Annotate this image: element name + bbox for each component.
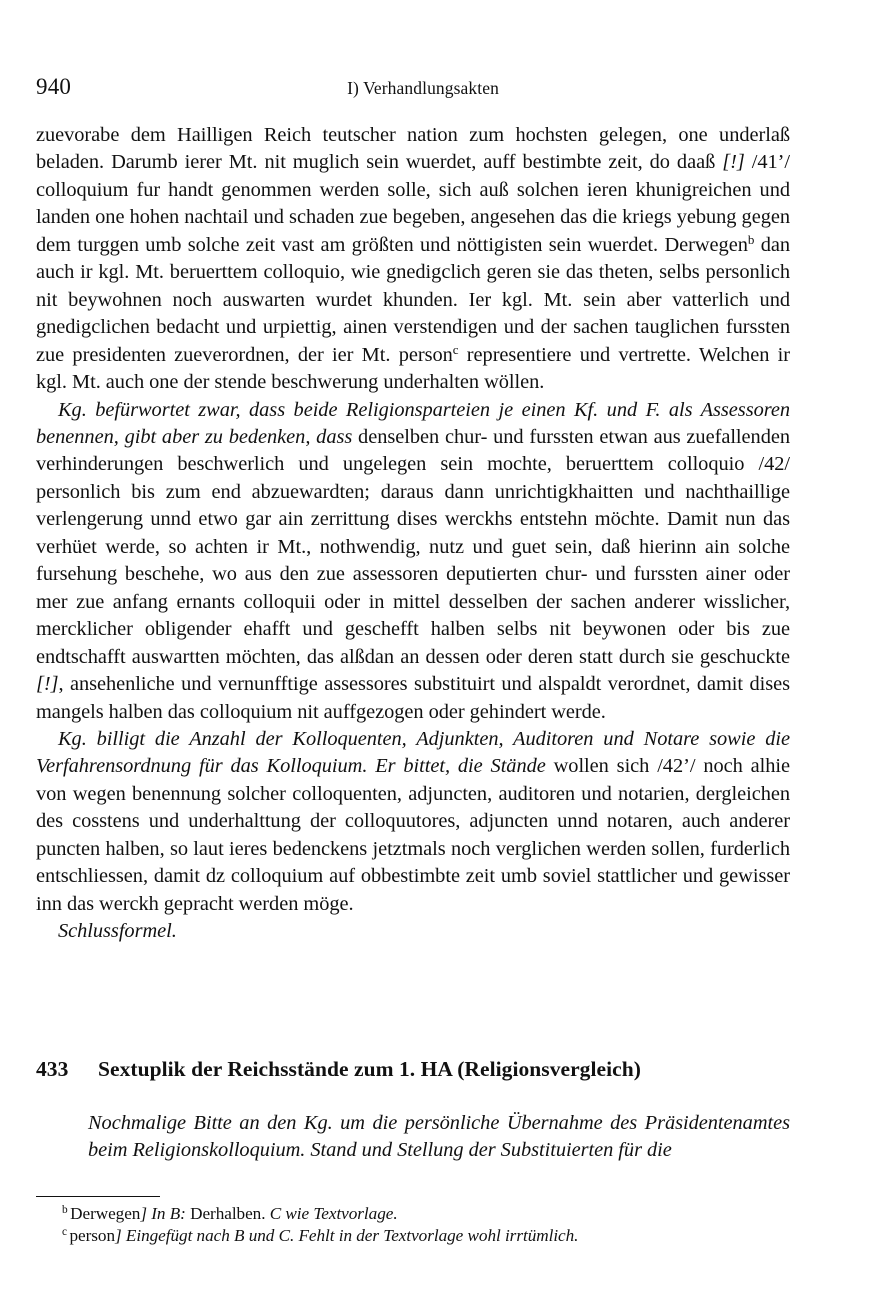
para1-part1: zuevorabe dem Hailligen Reich teutscher nation zum hochsten gelegen, one underlaß beladen. Darumb ierer Mt. nit muglich sein wuerdet, auff bestimbte zeit, do daaß	[36, 124, 790, 174]
footnote-b	[36, 1203, 790, 1225]
footnote-ref-b[interactable]: b	[747, 232, 755, 248]
text-body	[36, 122, 790, 946]
footnote-ref-c[interactable]: c	[452, 341, 459, 357]
paragraph-2	[36, 397, 790, 726]
para1-part4: representiere und vertrette. Welchen ir kgl. Mt. auch one der stende beschwerung underhalten wöllen.	[36, 343, 790, 394]
footnote-b-note-italic-1: In B:	[147, 1204, 191, 1223]
footnote-b-lemma: Derwegen	[70, 1204, 141, 1223]
footnote-b-note-italic-2: C wie Textvorlage.	[265, 1204, 398, 1223]
paragraph-4-schlussformel	[36, 918, 790, 945]
footnote-b-note-roman-1: Derhalben.	[190, 1204, 266, 1223]
section-number: 433	[36, 1057, 69, 1081]
footnote-separator-rule	[36, 1196, 160, 1197]
running-head-title: I) Verhandlungsakten	[347, 78, 499, 98]
paragraph-1	[36, 122, 790, 397]
section-title: Sextuplik der Reichsstände zum 1. HA (Religionsvergleich)	[98, 1057, 641, 1081]
para3-text-1: wollen sich /42’/ noch alhie von wegen benennung solcher colloquenten, adjuncten, auditoren und notarien, dergleichen des cosstens und underhalttung der colloquutores, adjuncten unnd notaren, auch anderer puncten halben, so laut ieres bedenckens jetztmals noch verglichen werden sollen, furderlich entschliessen, damit dz colloquium auf obbestimbte zeit umb soviel stattlicher und gewisser inn das werckh gepracht werden möge.	[36, 755, 791, 915]
footnote-c-bracket: ]	[115, 1225, 122, 1245]
footnote-c-lemma: person	[69, 1225, 116, 1245]
para1-part2: /41’/ colloquium fur handt genommen werden solle, sich auß solchen ieren khunigreichen und landen one hohen nachtail und schaden zue begeben, angesehen das die kriegs yebung gegen dem turggen umb solche zeit vast am größten und nöttigisten sein wuerdet. Derwegen	[36, 151, 790, 256]
page-number: 940	[36, 74, 72, 99]
para3-regest: Kg. billigt die Anzahl der Kolloquenten, Adjunkten, Auditoren und Notare sowie die Verfahrensordnung für das Kolloquium. Er bittet, die Stände	[36, 727, 790, 778]
footnote-c	[36, 1225, 790, 1247]
para1-part3: dan auch ir kgl. Mt. beruerttem colloquio, wie gnedigclich geren sie das theten, selbs personlich nit beywohnen noch auswarten wurdet khunden. Ier kgl. Mt. sein aber vatterlich und gnedigclichen bedacht und urpiettig, ainen verstendigen und der sachen tauglichen furssten zue presidenten zueverordnen, der ier Mt. person	[36, 233, 790, 366]
paragraph-3	[36, 726, 790, 918]
para2-regest: Kg. befürwortet zwar, dass beide Religionsparteien je einen Kf. und F. als Assessoren benennen, gibt aber zu bedenken, dass	[36, 398, 790, 448]
section-regest: Nochmalige Bitte an den Kg. um die persönliche Übernahme des Präsidentenamtes beim Religionskolloquium. Stand und Stellung der Substituierten für die	[88, 1112, 790, 1162]
footnote-apparatus	[36, 1196, 790, 1246]
para2-text-2: , ansehenliche und vernunfftige assessores substituirt und alspaldt verordnet, damit dises mangels halben das colloquium nit auffgezogen oder gehindert werde.	[36, 673, 790, 723]
para1-sic-marker-1: [!]	[722, 151, 745, 174]
running-head	[36, 74, 790, 100]
section-heading	[36, 1055, 790, 1083]
footnote-marker-c: c	[62, 1225, 67, 1238]
footnote-b-bracket: ]	[140, 1204, 147, 1223]
footnote-c-note-italic-1: Eingefügt nach B und C. Fehlt in der Textvorlage wohl irrtümlich.	[121, 1225, 579, 1245]
schlussformel-text: Schlussformel.	[58, 920, 177, 943]
footnote-marker-b: b	[62, 1204, 68, 1217]
para2-sic-marker-1: [!]	[36, 673, 59, 696]
para2-text-1: denselben chur- und furssten etwan aus zuefallenden verhinderungen beschwerlich und ungelegen sein mochte, beruerttem colloquio /42/ personlich bis zum end abzuewardten; daraus dann unrichtigkhaitten und nachthaillige verlengerung unnd etwo gar ain zerrittung dises werckhs entstehn möchte. Damit nun das verhüet werde, so achten ir Mt., nothwendig, nutz und guet sein, daß hierinn ain solche fursehung beschehe, wo aus den zue assessoren deputierten chur- und furssten ainer oder mer zue anfang ernants colloquii oder in mittel desselben der sachen anderer wisslicher, mercklicher obligender ehafft und geschefft halben selbs nit beywonen oder bis zue endtschafft auswartten möchten, das alßdan an dessen oder deren statt durch sie geschuckte	[36, 425, 790, 668]
